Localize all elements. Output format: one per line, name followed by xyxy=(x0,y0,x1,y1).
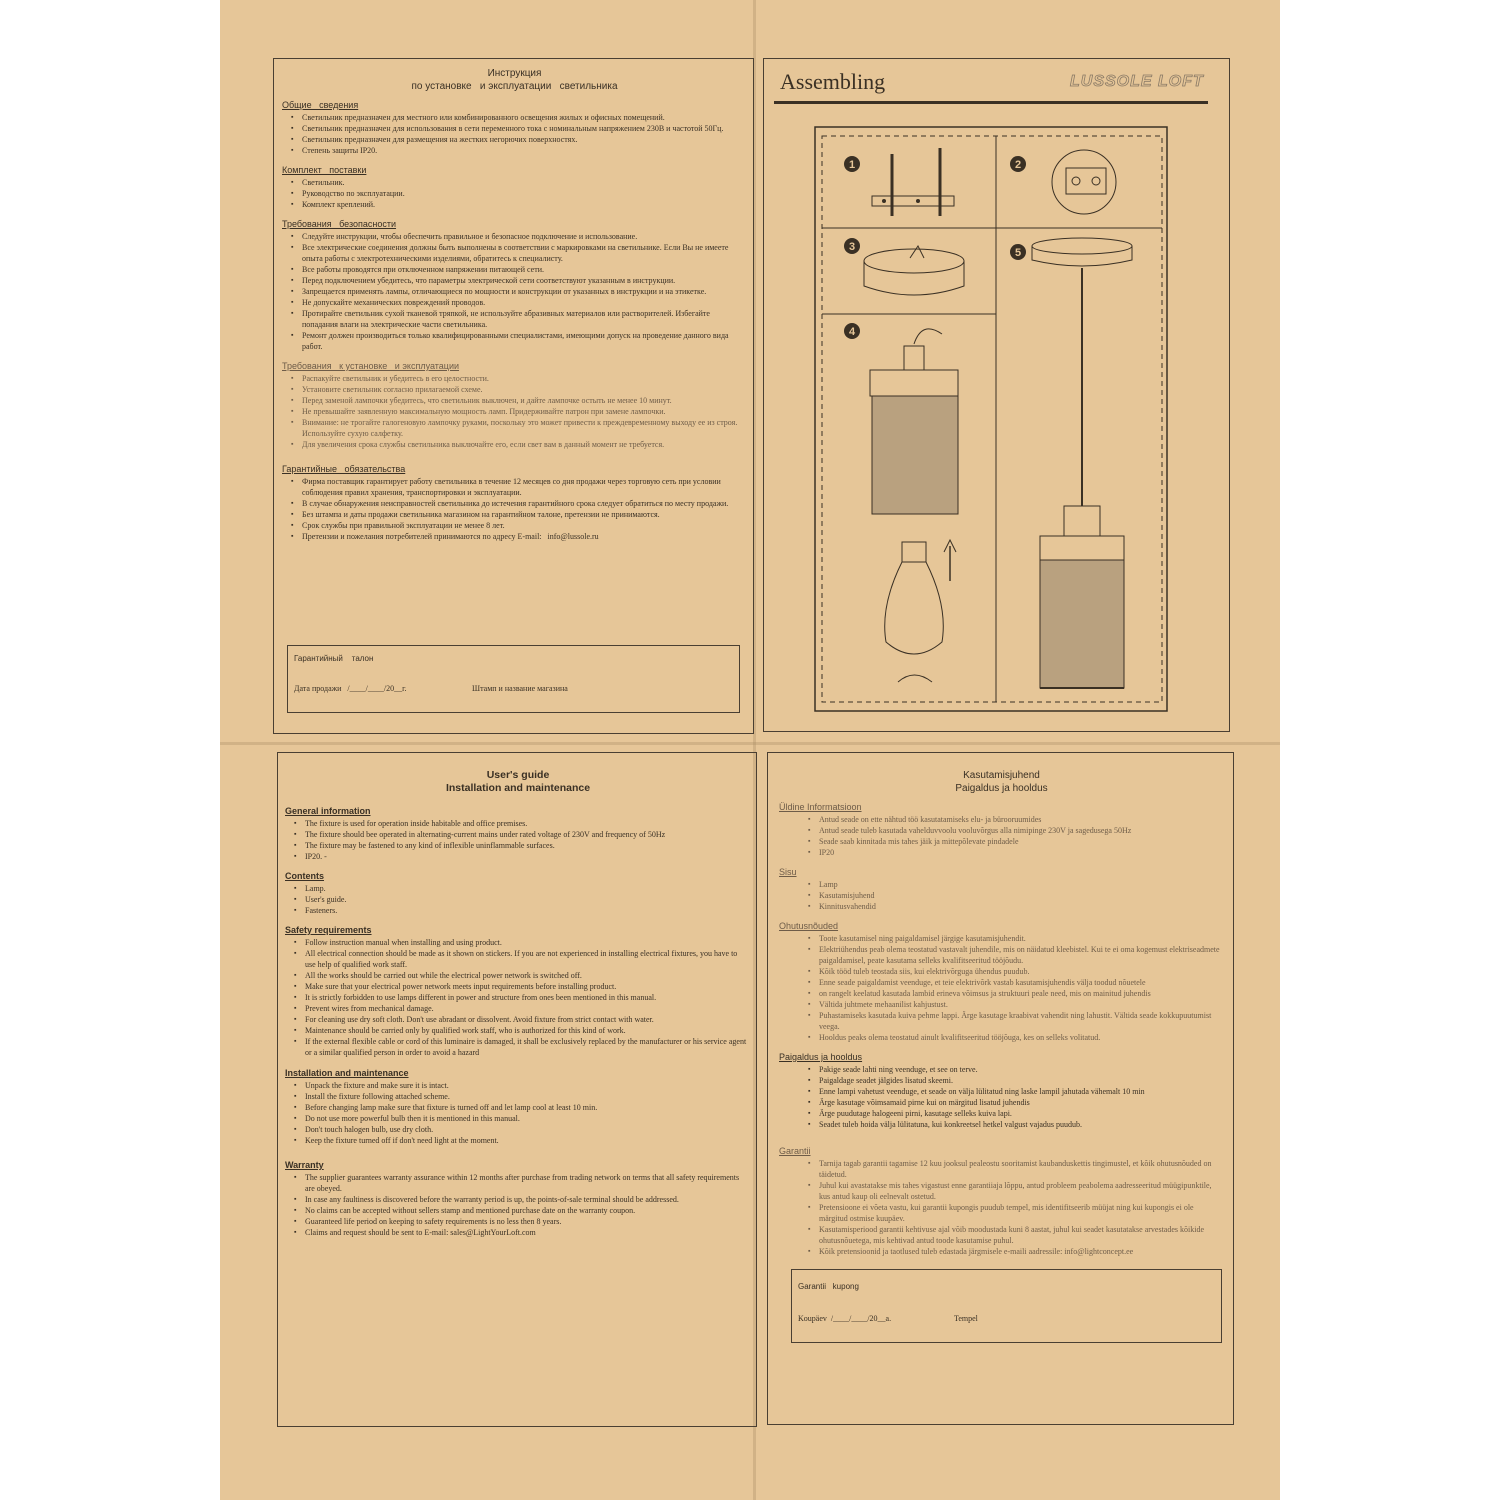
section-heading: Общие сведения xyxy=(282,100,359,110)
list-item: ▪ IP20. - xyxy=(305,851,747,862)
list-item: ▪ Hooldus peaks olema teostatud ainult kvalifitseeritud tööjõuga, kes on selleks volitatud. xyxy=(819,1032,1224,1043)
list-item: ▪ Enne seade paigaldamist veenduge, et teie elektrivõrk vastab kasutamisjuhendis välja toodud nõuetele xyxy=(819,977,1224,988)
section-heading: Ohutusnõuded xyxy=(779,921,839,931)
list-item: ▪ Kasutamisperiood garantii kehtivuse ajal võib moodustada kuni 8 aastat, juhul kui seadet kasutatakse arvestades kõikide ohutusnõuetega, mis kehtivad antud toode kasutamise puhul. xyxy=(819,1224,1224,1246)
list-item: ▪ Внимание: не трогайте галогеновую лампочку руками, поскольку это может привести к преждевременному выходу ее из строя. Используйте сухую салфетку. xyxy=(302,417,744,439)
list-item: ▪ Lamp xyxy=(819,879,1224,890)
step-number: 1 xyxy=(848,159,856,171)
section-heading: General information xyxy=(285,806,371,816)
list-item: ▪ Претензии и пожелания потребителей принимаются по адресу E-mail: info@lussole.ru xyxy=(302,531,744,542)
coupon-stamp: Штамп и название магазина xyxy=(472,684,568,693)
list-item: ▪ Lamp. xyxy=(305,883,747,894)
et-section-warranty xyxy=(779,1146,1224,1257)
list-item: ▪ Все электрические соединения должны быть выполнены в соответствии с маркировками на светильнике. Если Вы не имеете опыта работы с электротехническими изделиями, обратитесь к специалисту. xyxy=(302,242,744,264)
step-4-shade-and-bulb xyxy=(844,323,958,682)
section-heading: Sisu xyxy=(779,867,797,877)
section-heading: Комплект поставки xyxy=(282,165,367,175)
list-item: ▪ Pretensioone ei võeta vastu, kui garantii kupongis puudub tempel, mis identifitseerib müüjat ning kui kupongis ei ole märgitud ostmise kuupäev. xyxy=(819,1202,1224,1224)
list-item: ▪ Ремонт должен производиться только квалифицированными специалистами, имеющими допуск на проведение данного вида работ. xyxy=(302,330,744,352)
list-item: ▪ Seade saab kinnitada mis tahes jäik ja mittepõlevate pindadele xyxy=(819,836,1224,847)
en-section-contents xyxy=(285,871,747,916)
coupon-title: Garantii kupong xyxy=(798,1282,859,1291)
step-3-canopy xyxy=(844,238,964,295)
list-item: ▪ Светильник. xyxy=(302,177,744,188)
coupon-title: Гарантийный талон xyxy=(294,654,374,663)
list-item: ▪ Seadet tuleb hoida välja lülitatuna, kui konkreetsel hetkel valgust vajadus puudub. xyxy=(819,1119,1224,1130)
list-item: ▪ В случае обнаружения неисправностей светильника до истечения гарантийного срока следует обратиться по месту продажи. xyxy=(302,498,744,509)
section-heading: Installation and maintenance xyxy=(285,1068,409,1078)
et-section-contents xyxy=(779,867,1224,912)
en-section-warranty xyxy=(285,1160,747,1238)
section-heading: Üldine Informatsioon xyxy=(779,802,862,812)
list-item: ▪ Светильник предназначен для размещения на жестких негорючих поверхностях. xyxy=(302,134,744,145)
et-title-line-2: Paigaldus ja hooldus xyxy=(955,783,1048,794)
assembling-panel xyxy=(763,58,1230,732)
estonian-instructions-panel xyxy=(767,752,1234,1425)
list-item: ▪ Kõik pretensioonid ja taotlused tuleb edastada järgmisele e-maili aadressile: info@lightconcept.ee xyxy=(819,1246,1224,1257)
list-item: ▪ Antud seade tuleb kasutada vahelduvvoolu vooluvõrgus alla nimipinge 230V ja sagedusega 50Hz xyxy=(819,825,1224,836)
list-item: ▪ Ärge kasutage võimsamaid pirne kui on märgitud lisatud juhendis xyxy=(819,1097,1224,1108)
list-item: ▪ Toote kasutamisel ning paigaldamisel järgige kasutamisjuhendit. xyxy=(819,933,1224,944)
list-item: ▪ Vältida juhtmete mehaanilist kahjustust. xyxy=(819,999,1224,1010)
russian-instructions-panel xyxy=(273,58,754,734)
assembly-diagram xyxy=(814,126,1174,716)
list-item: ▪ Распакуйте светильник и убедитесь в его целостности. xyxy=(302,373,744,384)
list-item: ▪ All electrical connection should be made as it shown on stickers. If you are not experienced in installing electrical fixtures, you have to use help of qualified work staff. xyxy=(305,948,747,970)
list-item: ▪ User's guide. xyxy=(305,894,747,905)
et-section-safety xyxy=(779,921,1224,1043)
list-item: ▪ Не превышайте заявленную максимальную мощность ламп. Придерживайте патрон при замене лампочки. xyxy=(302,406,744,417)
list-item: ▪ The fixture is used for operation inside habitable and office premises. xyxy=(305,818,747,829)
list-item: ▪ Светильник предназначен для местного или комбинированного освещения жилых и офисных помещений. xyxy=(302,112,744,123)
list-item: ▪ Протирайте светильник сухой тканевой тряпкой, не используйте абразивных материалов или растворителей. Избегайте попадания влаги на электрические части светильника. xyxy=(302,308,744,330)
ru-title-line-1: Инструкция xyxy=(487,68,542,79)
list-item: ▪ The fixture should bee operated in alternating-current mains under rated voltage of 230V and frequency of 50Hz xyxy=(305,829,747,840)
list-item: ▪ Prevent wires from mechanical damage. xyxy=(305,1003,747,1014)
list-item: ▪ For cleaning use dry soft cloth. Don't use abradant or dissolvent. Avoid fixture from strict contact with water. xyxy=(305,1014,747,1025)
list-item: ▪ It is strictly forbidden to use lamps different in power and structure from ones been mentioned in this manual. xyxy=(305,992,747,1003)
ru-warranty-coupon xyxy=(287,645,740,713)
list-item: ▪ Запрещается применять лампы, отличающиеся по мощности и конструкции от указанных в инструкции и на этикетке. xyxy=(302,286,744,297)
list-item: ▪ Степень защиты IP20. xyxy=(302,145,744,156)
fold-line-horizontal xyxy=(220,742,1280,745)
ru-section-safety xyxy=(282,219,744,352)
en-section-general xyxy=(285,806,747,862)
list-item: ▪ IP20 xyxy=(819,847,1224,858)
section-heading: Contents xyxy=(285,871,324,881)
list-item: ▪ Все работы проводятся при отключенном напряжении питающей сети. xyxy=(302,264,744,275)
list-item: ▪ Install the fixture following attached scheme. xyxy=(305,1091,747,1102)
list-item: ▪ Ärge puudutage halogeeni pirni, kasutage selleks kuiva lapi. xyxy=(819,1108,1224,1119)
section-heading: Warranty xyxy=(285,1160,324,1170)
step-2-terminal-block xyxy=(1010,150,1116,214)
list-item: ▪ Tarnija tagab garantii tagamise 12 kuu jooksul pealeostu sooritamist kaubanduskettis tingimustel, et kõik ohutusnõuded on täidetud. xyxy=(819,1158,1224,1180)
ru-section-installation xyxy=(282,361,744,450)
list-item: ▪ Перед заменой лампочки убедитесь, что светильник выключен, и дайте лампочке остыть не менее 10 минут. xyxy=(302,395,744,406)
list-item: ▪ on rangelt keelatud kasutada lambid erineva võimsus ja struktuuri peale need, mis on mainitud juhendis xyxy=(819,988,1224,999)
list-item: ▪ Maintenance should be carried only by qualified work staff, who is authorized for this kind of work. xyxy=(305,1025,747,1036)
list-item: ▪ Kinnitusvahendid xyxy=(819,901,1224,912)
list-item: ▪ Светильник предназначен для использования в сети переменного тока с номинальным напряжением 230В и частотой 50Гц. xyxy=(302,123,744,134)
list-item: ▪ Руководство по эксплуатации. xyxy=(302,188,744,199)
list-item: ▪ Before changing lamp make sure that fixture is turned off and let lamp cool at least 10 min. xyxy=(305,1102,747,1113)
section-heading: Garantii xyxy=(779,1146,811,1156)
list-item: ▪ Elektriühendus peab olema teostatud vastavalt juhendile, mis on näidatud kleebistel. Kui te ei oma kogemust elektriseadmete paigaldamisel, peate kasutama selleks kvalifitseeritud tööjõudu. xyxy=(819,944,1224,966)
section-heading: Требования безопасности xyxy=(282,219,397,229)
list-item: ▪ Follow instruction manual when installing and using product. xyxy=(305,937,747,948)
en-sections xyxy=(285,797,747,1238)
step-1-mounting-bracket xyxy=(844,148,954,216)
list-item: ▪ No claims can be accepted without sellers stamp and mentioned purchase date on the warranty coupon. xyxy=(305,1205,747,1216)
en-title-line-2: Installation and maintenance xyxy=(445,782,591,794)
section-heading: Safety requirements xyxy=(285,925,372,935)
step-number: 5 xyxy=(1014,247,1022,259)
list-item: ▪ Для увеличения срока службы светильника выключайте его, если свет вам в данный момент не требуется. xyxy=(302,439,744,450)
section-heading: Гарантийные обязательства xyxy=(282,464,406,474)
list-item: ▪ Juhul kui avastatakse mis tahes vigastust enne garantiiaja lõppu, antud probleem peabolema aadresseeritud müügipunktile, kus antud kaup oli eelnevalt ostetud. xyxy=(819,1180,1224,1202)
coupon-stamp: Tempel xyxy=(954,1314,978,1323)
title-rule xyxy=(774,101,1208,104)
step-number: 3 xyxy=(848,241,856,253)
list-item: ▪ Фирма поставщик гарантирует работу светильника в течение 12 месяцев со дня продажи через торговую сеть при условии соблюдения правил хранения, транспортировки и эксплуатации. xyxy=(302,476,744,498)
list-item: ▪ Antud seade on ette nähtud töö kasutatamiseks elu- ja bürooruumides xyxy=(819,814,1224,825)
et-sections xyxy=(779,793,1224,1257)
list-item: ▪ Перед подключением убедитесь, что параметры электрической сети соответствуют указанным в инструкции. xyxy=(302,275,744,286)
coupon-sale-date: Koupäev /____/____/20__a. xyxy=(798,1314,892,1323)
list-item: ▪ Claims and request should be sent to E-mail: sales@LightYourLoft.com xyxy=(305,1227,747,1238)
list-item: ▪ Без штампа и даты продажи светильника магазином на гарантийном талоне, претензии не принимаются. xyxy=(302,509,744,520)
et-section-installation xyxy=(779,1052,1224,1130)
ru-section-contents xyxy=(282,165,744,210)
list-item: ▪ Установите светильник согласно прилагаемой схеме. xyxy=(302,384,744,395)
coupon-sale-date: Дата продажи /____/____/20__г. xyxy=(294,684,407,693)
list-item: ▪ Make sure that your electrical power network meets input requirements before installing product. xyxy=(305,981,747,992)
list-item: ▪ Kasutamisjuhend xyxy=(819,890,1224,901)
list-item: ▪ Срок службы при правильной эксплуатации не менее 8 лет. xyxy=(302,520,744,531)
assembling-title: Assembling xyxy=(780,69,886,94)
step-5-assembled-lamp xyxy=(1010,238,1132,688)
list-item: ▪ Don't touch halogen bulb, use dry cloth. xyxy=(305,1124,747,1135)
en-section-installation xyxy=(285,1068,747,1146)
list-item: ▪ Do not use more powerful bulb then it is mentioned in this manual. xyxy=(305,1113,747,1124)
list-item: ▪ In case any faultiness is discovered before the warranty period is up, the points-of-sale terminal should be addressed. xyxy=(305,1194,747,1205)
ru-sections xyxy=(282,91,744,542)
list-item: ▪ Не допускайте механических повреждений проводов. xyxy=(302,297,744,308)
list-item: ▪ If the external flexible cable or cord of this luminaire is damaged, it shall be exclusively replaced by the manufacturer or his service agent or a similar qualified person in order to avoid a hazard xyxy=(305,1036,747,1058)
list-item: ▪ Kõik tööd tuleb teostada siis, kui elektrivõrguga ühendus puudub. xyxy=(819,966,1224,977)
list-item: ▪ The fixture may be fastened to any kind of inflexible uninflammable surfaces. xyxy=(305,840,747,851)
step-number: 2 xyxy=(1014,159,1022,171)
list-item: ▪ Unpack the fixture and make sure it is intact. xyxy=(305,1080,747,1091)
list-item: ▪ Puhastamiseks kasutada kuiva pehme lappi. Ärge kasutage kraabivat vahendit ning lahustit. Vältida seade kokkupuutumist veega. xyxy=(819,1010,1224,1032)
list-item: ▪ Комплект креплений. xyxy=(302,199,744,210)
english-instructions-panel xyxy=(277,752,757,1427)
list-item: ▪ Guaranteed life period on keeping to safety requirements is no less then 8 years. xyxy=(305,1216,747,1227)
en-title-line-1: User's guide xyxy=(486,769,550,781)
list-item: ▪ Enne lampi vahetust veenduge, et seade on välja lülitatud ning laske lampil jahutada vähemalt 10 min xyxy=(819,1086,1224,1097)
et-section-general xyxy=(779,802,1224,858)
list-item: ▪ Keep the fixture turned off if don't need light at the moment. xyxy=(305,1135,747,1146)
ru-section-general xyxy=(282,100,744,156)
brand-logo: LUSSOLE LOFT xyxy=(1070,73,1204,90)
list-item: ▪ Pakige seade lahti ning veenduge, et see on terve. xyxy=(819,1064,1224,1075)
section-heading: Требования к установке и эксплуатации xyxy=(282,361,460,371)
list-item: ▪ All the works should be carried out while the electrical power network is switched off. xyxy=(305,970,747,981)
ru-title-line-2: по установке и эксплуатации светильника xyxy=(411,81,618,92)
list-item: ▪ Paigaldage seadet jälgides lisatud skeemi. xyxy=(819,1075,1224,1086)
ru-section-warranty xyxy=(282,464,744,542)
et-warranty-coupon xyxy=(791,1269,1222,1343)
et-title-line-1: Kasutamisjuhend xyxy=(963,770,1040,781)
list-item: ▪ Следуйте инструкции, чтобы обеспечить правильное и безопасное подключение и использование. xyxy=(302,231,744,242)
list-item: ▪ The supplier guarantees warranty assurance within 12 months after purchase from trading network on terms that all safety requirements are obeyed. xyxy=(305,1172,747,1194)
step-number: 4 xyxy=(848,326,856,338)
section-heading: Paigaldus ja hooldus xyxy=(779,1052,863,1062)
list-item: ▪ Fasteners. xyxy=(305,905,747,916)
en-section-safety xyxy=(285,925,747,1058)
